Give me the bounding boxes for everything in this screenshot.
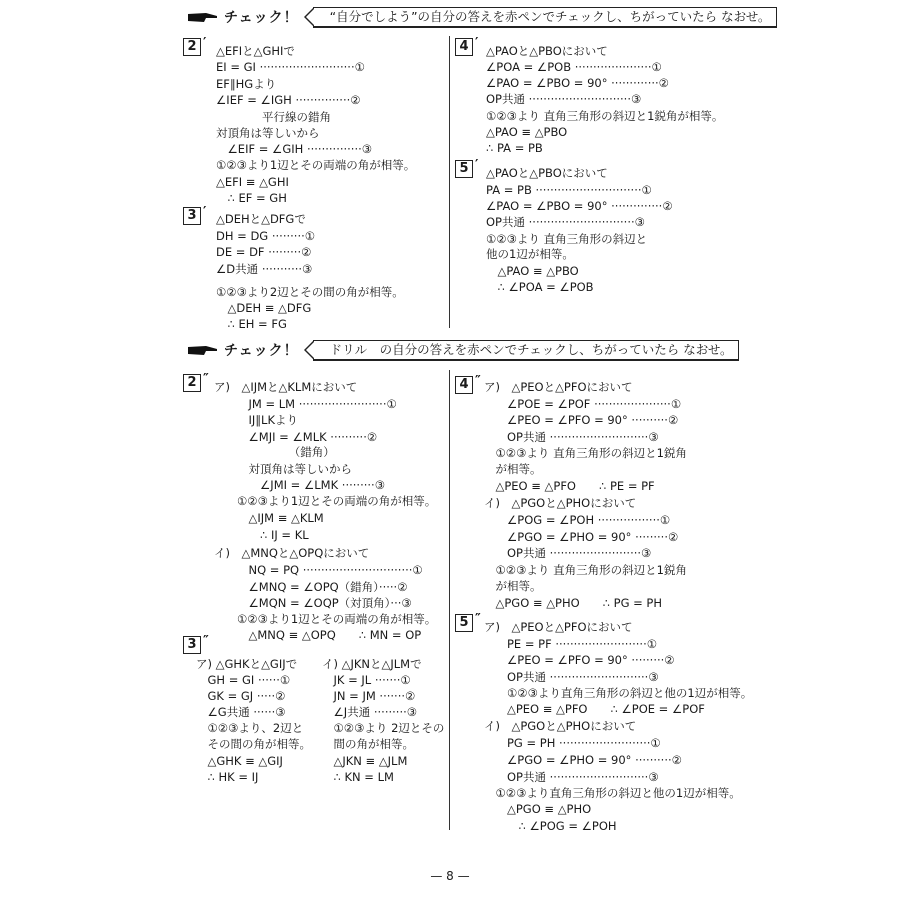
- proof-line: OP共通 ···························③: [484, 430, 659, 444]
- proof-line: GH = GI ······①: [196, 673, 291, 687]
- proof-line: ∴ PA = PB: [486, 141, 543, 155]
- proof-line: ①②③より 直角三角形の斜辺と: [486, 232, 648, 246]
- proof-line: ①②③より直角三角形の斜辺と他の1辺が相等。: [484, 786, 741, 800]
- proof-line: PA = PB ·····························①: [486, 183, 652, 197]
- proof-line: PG = PH ·························①: [484, 736, 661, 750]
- pointing-hand-icon: [188, 344, 218, 356]
- proof-line: ∴ IJ = KL: [214, 528, 309, 542]
- proof-line: 他の1辺が相等。: [486, 247, 574, 261]
- proof-line: △PAO ≡ △PBO: [486, 264, 579, 278]
- column-divider-bottom: [449, 370, 450, 830]
- page-number: — 8 —: [430, 869, 470, 883]
- section-number: 3: [183, 207, 201, 225]
- proof-line: ∠PAO = ∠PBO = 90° ··············②: [486, 199, 673, 213]
- proof-line: ∴ ∠POG = ∠POH: [484, 819, 617, 833]
- section-number: 5: [455, 614, 473, 632]
- proof-line: ∠PAO = ∠PBO = 90° ·············②: [486, 76, 669, 90]
- section-mark: ″: [475, 374, 481, 389]
- proof-line: OP共通 ·························③: [484, 546, 652, 560]
- proof-line: △IJM ≡ △KLM: [214, 511, 324, 525]
- proof-line: ∠POE = ∠POF ·····················①: [484, 397, 682, 411]
- proof-line: DH = DG ·········①: [216, 229, 316, 243]
- proof-line: ア) △GHKと△GIJで: [196, 657, 298, 671]
- proof-line: ∠D共通 ···········③: [216, 262, 313, 276]
- proof-line: ∠POA = ∠POB ·····················①: [486, 60, 662, 74]
- proof-line: が相等。: [484, 462, 542, 476]
- proof-line: ①②③より1辺とその両端の角が相等。: [214, 494, 437, 508]
- proof-line: PE = PF ·························①: [484, 637, 658, 651]
- section-mark: ′: [203, 205, 207, 220]
- proof-line: ①②③より直角三角形の斜辺と他の1辺が相等。: [484, 686, 753, 700]
- proof-line: GK = GJ ·····②: [196, 689, 286, 703]
- section-mark: ′: [475, 36, 479, 51]
- section-mark: ″: [475, 612, 481, 627]
- proof-line: ∠MQN = ∠OQP（対頂角）···③: [214, 596, 412, 610]
- check-header-1: [188, 6, 777, 28]
- proof-line: ∠POG = ∠POH ·················①: [484, 513, 671, 527]
- proof-line: イ) △MNQと△OPQにおいて: [214, 546, 370, 560]
- proof-line: △PAOと△PBOにおいて: [486, 166, 608, 180]
- proof-line: ∠MJI = ∠MLK ··········②: [214, 430, 378, 444]
- proof-line: △PAOと△PBOにおいて: [486, 44, 608, 58]
- proof-line: EF∥HGより: [216, 77, 277, 91]
- proof-line: △PGO ≡ △PHO: [484, 802, 592, 816]
- proof-line: △DEH ≡ △DFG: [216, 301, 312, 315]
- section-number: 5: [455, 160, 473, 178]
- proof-line: OP共通 ···························③: [484, 670, 659, 684]
- proof-line: ∴ KN = LM: [322, 770, 394, 784]
- proof-line: △PGO ≡ △PHO ∴ PG = PH: [484, 596, 663, 610]
- proof-line: その間の角が相等。: [196, 737, 311, 751]
- proof-line: ∠PEO = ∠PFO = 90° ·········②: [484, 653, 675, 667]
- proof-line: ア) △PEOと△PFOにおいて: [484, 620, 633, 634]
- section-number: 3: [183, 636, 201, 654]
- proof-line: ①②③より 直角三角形の斜辺と1鋭角: [484, 563, 687, 577]
- section-mark: ′: [475, 158, 479, 173]
- proof-line: IJ∥LKより: [214, 413, 298, 427]
- proof-line: ∠MNQ = ∠OPQ（錯角）·····②: [214, 580, 408, 594]
- proof-line: OP共通 ···························③: [484, 770, 659, 784]
- section-number: 4: [455, 38, 473, 56]
- proof-line: ∴ ∠POA = ∠POB: [486, 280, 594, 294]
- proof-line: △PEO ≡ △PFO ∴ PE = PF: [484, 479, 655, 493]
- proof-line: イ) △JKNと△JLMで: [322, 657, 422, 671]
- proof-line: が相等。: [484, 579, 542, 593]
- proof-line: JN = JM ·······②: [322, 689, 416, 703]
- proof-line: △PAO ≡ △PBO: [486, 125, 568, 139]
- proof-line: ∴ HK = IJ: [196, 770, 259, 784]
- proof-line: ア) △PEOと△PFOにおいて: [484, 380, 633, 394]
- proof-line: ∠PGO = ∠PHO = 90° ·········②: [484, 530, 679, 544]
- proof-line: ①②③より 2辺とその: [322, 721, 445, 735]
- proof-line: 対頂角は等しいから: [214, 462, 352, 476]
- section-number: 2: [183, 38, 201, 56]
- proof-line: ∠IEF = ∠IGH ···············②: [216, 93, 361, 107]
- instruction-banner: ドリル の自分の答えを赤ペンでチェックし、ちがっていたら なおせ。: [313, 340, 740, 361]
- proof-line: DE = DF ·········②: [216, 245, 312, 259]
- pointing-hand-icon: [188, 11, 218, 23]
- proof-line: OP共通 ·····························③: [486, 215, 645, 229]
- proof-line: NQ = PQ ······························①: [214, 563, 423, 577]
- proof-line: ア) △IJMと△KLMにおいて: [214, 380, 358, 394]
- proof-line: △PEO ≡ △PFO ∴ ∠POE = ∠POF: [484, 702, 705, 716]
- proof-line: 対頂角は等しいから: [216, 126, 320, 140]
- proof-line: ∠G共通 ······③: [196, 705, 286, 719]
- proof-line: イ) △PGOと△PHOにおいて: [484, 719, 637, 733]
- proof-line: ①②③より、2辺と: [196, 721, 304, 735]
- proof-line: ∠EIF = ∠GIH ···············③: [216, 142, 373, 156]
- instruction-banner: “自分でしよう”の自分の答えを赤ペンでチェックし、ちがっていたら なおせ。: [313, 7, 778, 28]
- proof-line: イ) △PGOと△PHOにおいて: [484, 496, 637, 510]
- proof-line: △JKN ≡ △JLM: [322, 754, 408, 768]
- proof-line: ∴ EH = FG: [216, 317, 287, 331]
- proof-line: 間の角が相等。: [322, 737, 414, 751]
- section-number: 2: [183, 374, 201, 392]
- proof-line: △EFIと△GHIで: [216, 44, 295, 58]
- check-label: チェック！: [224, 343, 299, 359]
- proof-line: ∴ EF = GH: [216, 191, 287, 205]
- proof-line: JM = LM ························①: [214, 397, 397, 411]
- section-number: 4: [455, 376, 473, 394]
- column-divider-top: [449, 36, 450, 328]
- proof-line: OP共通 ····························③: [486, 92, 642, 106]
- proof-line: △MNQ ≡ △OPQ ∴ MN = OP: [214, 628, 422, 642]
- proof-line: ∠JMI = ∠LMK ·········③: [214, 478, 386, 492]
- proof-line: 平行線の錯角: [216, 110, 331, 124]
- proof-line: ∠PGO = ∠PHO = 90° ··········②: [484, 753, 682, 767]
- proof-line: △EFI ≡ △GHI: [216, 175, 289, 189]
- proof-line: JK = JL ·······①: [322, 673, 411, 687]
- proof-line: EI = GI ··························①: [216, 60, 365, 74]
- section-mark: ″: [203, 634, 209, 649]
- proof-line: ①②③より 直角三角形の斜辺と1鋭角が相等。: [486, 109, 724, 123]
- proof-line: △GHK ≡ △GIJ: [196, 754, 283, 768]
- proof-line: ①②③より 直角三角形の斜辺と1鋭角: [484, 446, 687, 460]
- proof-line: （錯角）: [214, 445, 335, 459]
- proof-line: ∠J共通 ·········③: [322, 705, 418, 719]
- section-mark: ″: [203, 372, 209, 387]
- check-label: チェック！: [224, 10, 299, 26]
- section-mark: ′: [203, 36, 207, 51]
- proof-line: ①②③より1辺とその両端の角が相等。: [216, 158, 416, 172]
- check-header-2: [188, 339, 739, 361]
- proof-line: △DEHと△DFGで: [216, 212, 306, 226]
- proof-line: ①②③より1辺とその両端の角が相等。: [214, 612, 437, 626]
- proof-line: ①②③より2辺とその間の角が相等。: [216, 285, 404, 299]
- proof-line: ∠PEO = ∠PFO = 90° ··········②: [484, 413, 679, 427]
